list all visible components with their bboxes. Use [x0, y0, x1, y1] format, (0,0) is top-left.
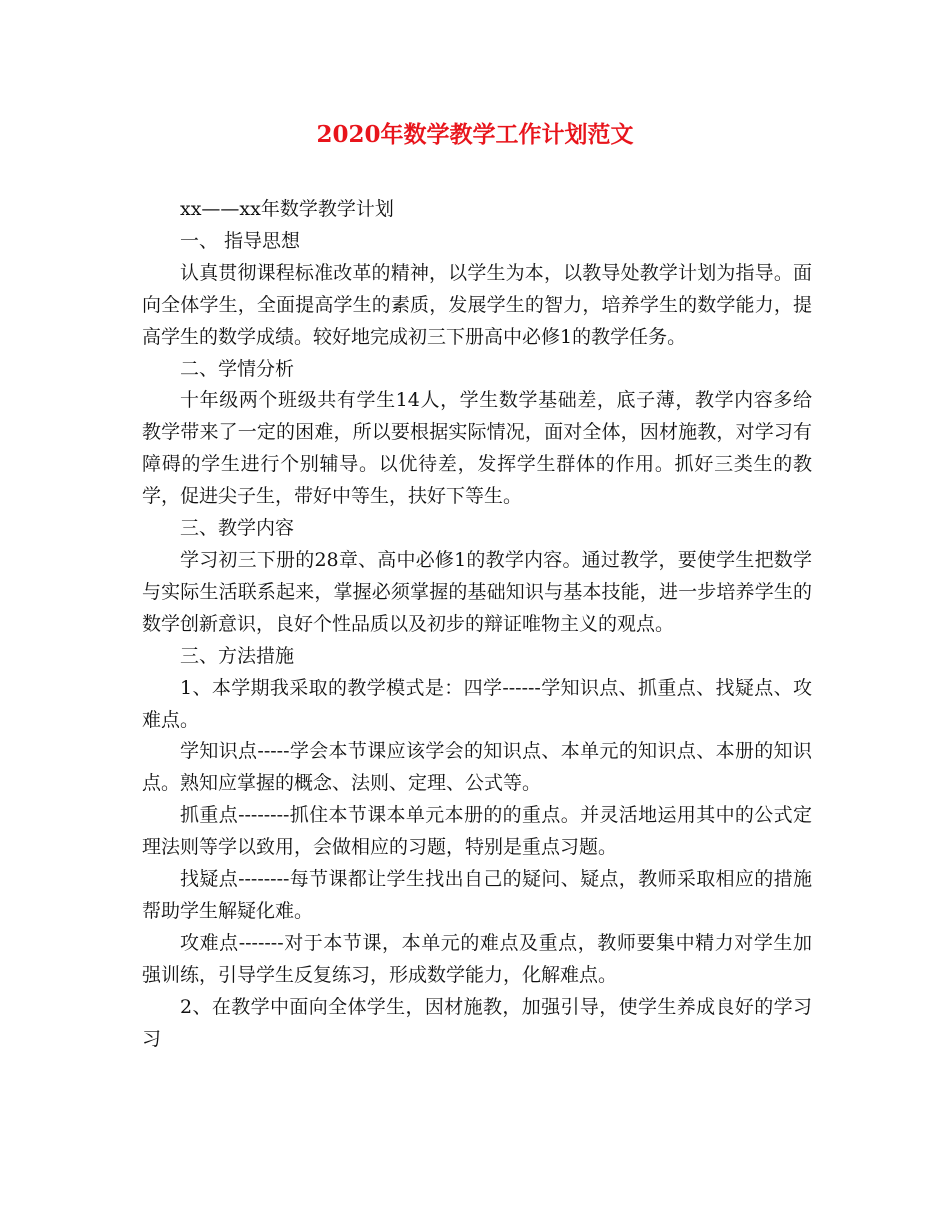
section-heading-student-analysis: 二、学情分析: [180, 357, 295, 380]
paragraph-key-points: 抓重点--------抓住本节课本单元本册的的重点。并灵活地运用其中的公式定理法则等学以致用，会做相应的习题，特别是重点习题。: [142, 804, 812, 859]
paragraph-method-2: 2、在教学中面向全体学生，因材施教，加强引导，使学生养成良好的学习习: [142, 995, 812, 1050]
plan-heading: xx——xx年数学教学计划: [180, 198, 394, 220]
section-heading-methods: 三、方法措施: [180, 644, 295, 667]
section-heading-teaching-content: 三、教学内容: [180, 517, 295, 540]
document-title: 2020年数学教学工作计划范文: [316, 121, 634, 148]
paragraph-difficult-points: 攻难点-------对于本节课，本单元的难点及重点，教师要集中精力对学生加强训练，引导学生反复练习，形成数学能力，化解难点。: [142, 931, 812, 986]
paragraph-teaching-content: 学习初三下册的28章、高中必修1的教学内容。通过教学，要使学生把数学与实际生活联系起来，掌握必须掌握的基础知识与基本技能，进一步培养学生的数学创新意识，良好个性品质以及初步的辩证唯物主义的观点。: [142, 548, 812, 635]
paragraph-student-analysis: 十年级两个班级共有学生14人，学生数学基础差，底子薄，教学内容多给教学带来了一定的困难，所以要根据实际情况，面对全体，因材施教，对学习有障碍的学生进行个别辅导。以优待差，发挥学生群体的作用。抓好三类生的教学，促进尖子生，带好中等生，扶好下等生。: [142, 389, 812, 508]
paragraph-doubt-points: 找疑点--------每节课都让学生找出自己的疑问、疑点，教师采取相应的措施帮助学生解疑化难。: [142, 868, 812, 922]
paragraph-guiding-ideology: 认真贯彻课程标准改革的精神，以学生为本，以教导处教学计划为指导。面向全体学生，全面提高学生的素质，发展学生的智力，培养学生的数学能力，提高学生的数学成绩。较好地完成初三下册高中必修1的教学任务。: [142, 261, 812, 348]
paragraph-method-1: 1、本学期我采取的教学模式是：四学------学知识点、抓重点、找疑点、攻难点。: [142, 676, 812, 731]
paragraph-knowledge-points: 学知识点-----学会本节课应该学会的知识点、本单元的知识点、本册的知识点。熟知应掌握的概念、法则、定理、公式等。: [142, 740, 812, 795]
document-body: [142, 194, 812, 1055]
section-heading-guiding-ideology: 一、 指导思想: [180, 229, 301, 252]
